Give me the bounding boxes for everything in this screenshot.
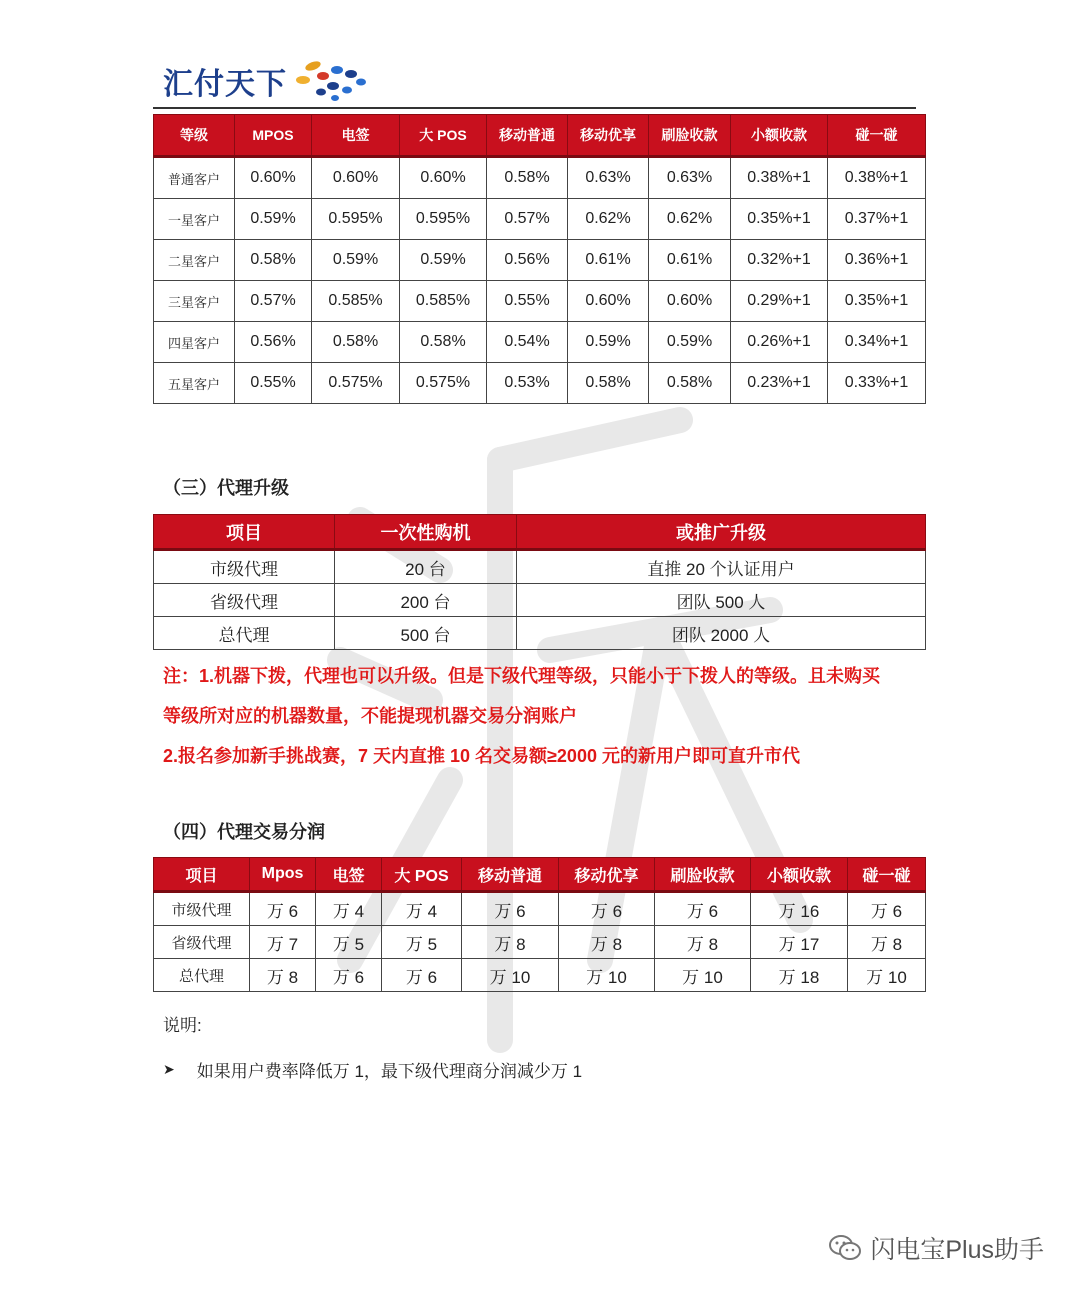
table-row — [154, 959, 926, 992]
table-cell: 20 台 — [335, 550, 517, 584]
share-header-mpos: Mpos — [250, 858, 316, 892]
table-row — [154, 926, 926, 959]
row-label: 市级代理 — [154, 892, 250, 926]
table-cell: 0.59% — [649, 322, 731, 363]
table-cell: 万 10 — [655, 959, 751, 992]
table-row — [154, 892, 926, 926]
upgrade-table — [153, 514, 926, 650]
table-cell: 0.57% — [487, 199, 568, 240]
row-label: 四星客户 — [154, 322, 235, 363]
table-cell: 万 8 — [559, 926, 655, 959]
table-cell: 0.575% — [312, 363, 400, 404]
brand-dots-icon — [293, 58, 371, 104]
rate-header-face-pay: 刷脸收款 — [649, 115, 731, 157]
row-label: 市级代理 — [154, 550, 335, 584]
table-cell: 0.61% — [649, 240, 731, 281]
note-line-3: 2.报名参加新手挑战赛，7 天内直推 10 名交易额≥2000 元的新用户即可直升市代 — [163, 746, 800, 766]
table-row — [154, 199, 926, 240]
table-cell: 500 台 — [335, 617, 517, 650]
explanation-bullet — [163, 1057, 582, 1082]
table-cell: 0.56% — [235, 322, 312, 363]
table-row — [154, 281, 926, 322]
note-line-2: 等级所对应的机器数量，不能提现机器交易分润账户 — [163, 706, 577, 726]
row-label: 普通客户 — [154, 157, 235, 199]
wechat-icon — [828, 1233, 862, 1263]
table-cell: 万 8 — [250, 959, 316, 992]
table-cell: 团队 500 人 — [517, 584, 926, 617]
table-cell: 0.63% — [568, 157, 649, 199]
table-cell: 0.55% — [487, 281, 568, 322]
table-cell: 万 4 — [316, 892, 382, 926]
table-cell: 直推 20 个认证用户 — [517, 550, 926, 584]
table-cell: 0.60% — [312, 157, 400, 199]
rate-header-mobile-normal: 移动普通 — [487, 115, 568, 157]
table-cell: 万 7 — [250, 926, 316, 959]
upgrade-header-item: 项目 — [154, 515, 335, 550]
table-cell: 万 10 — [559, 959, 655, 992]
table-row — [154, 240, 926, 281]
table-cell: 0.59% — [235, 199, 312, 240]
table-cell: 0.585% — [312, 281, 400, 322]
share-header-tap: 碰一碰 — [848, 858, 926, 892]
table-row — [154, 617, 926, 650]
table-cell: 0.34%+1 — [828, 322, 926, 363]
table-cell: 0.58% — [649, 363, 731, 404]
table-cell: 0.59% — [312, 240, 400, 281]
rate-header-tap: 碰一碰 — [828, 115, 926, 157]
table-cell: 0.595% — [312, 199, 400, 240]
row-label: 三星客户 — [154, 281, 235, 322]
rate-header-dianqian: 电签 — [312, 115, 400, 157]
table-cell: 万 6 — [559, 892, 655, 926]
table-cell: 0.54% — [487, 322, 568, 363]
row-label: 二星客户 — [154, 240, 235, 281]
table-cell: 万 16 — [751, 892, 848, 926]
table-cell: 0.58% — [568, 363, 649, 404]
table-cell: 0.57% — [235, 281, 312, 322]
table-cell: 万 8 — [462, 926, 559, 959]
section-title-agent-upgrade: （三）代理升级 — [163, 478, 289, 498]
rate-table — [153, 114, 926, 404]
upgrade-header-promotion: 或推广升级 — [517, 515, 926, 550]
bullet-arrow-icon: ➤ — [163, 1061, 175, 1077]
header-divider — [153, 107, 916, 109]
row-label: 总代理 — [154, 617, 335, 650]
row-label: 总代理 — [154, 959, 250, 992]
table-cell: 万 5 — [316, 926, 382, 959]
table-cell: 万 8 — [848, 926, 926, 959]
table-cell: 0.60% — [235, 157, 312, 199]
table-cell: 0.63% — [649, 157, 731, 199]
table-row — [154, 363, 926, 404]
table-cell: 0.60% — [649, 281, 731, 322]
table-cell: 0.58% — [312, 322, 400, 363]
table-cell: 0.59% — [400, 240, 487, 281]
share-header-mobile-normal: 移动普通 — [462, 858, 559, 892]
table-cell: 0.33%+1 — [828, 363, 926, 404]
row-label: 一星客户 — [154, 199, 235, 240]
table-cell: 万 8 — [655, 926, 751, 959]
share-header-dapos: 大 POS — [382, 858, 462, 892]
table-row — [154, 157, 926, 199]
table-row — [154, 550, 926, 584]
table-cell: 万 18 — [751, 959, 848, 992]
table-cell: 0.575% — [400, 363, 487, 404]
note-line-1: 注：1.机器下拨，代理也可以升级。但是下级代理等级，只能小于下拨人的等级。且未购买 — [163, 666, 881, 686]
table-cell: 0.59% — [568, 322, 649, 363]
table-cell: 0.35%+1 — [828, 281, 926, 322]
wechat-footer — [828, 1230, 1044, 1266]
table-cell: 0.585% — [400, 281, 487, 322]
section-title-profit-share: （四）代理交易分润 — [163, 822, 325, 842]
table-cell: 万 5 — [382, 926, 462, 959]
share-header-small-pay: 小额收款 — [751, 858, 848, 892]
table-cell: 0.58% — [487, 157, 568, 199]
table-cell: 0.56% — [487, 240, 568, 281]
table-cell: 万 6 — [655, 892, 751, 926]
upgrade-table-header-row — [154, 515, 926, 550]
table-cell: 0.38%+1 — [828, 157, 926, 199]
table-cell: 0.60% — [400, 157, 487, 199]
row-label: 省级代理 — [154, 584, 335, 617]
table-cell: 万 10 — [848, 959, 926, 992]
share-header-item: 项目 — [154, 858, 250, 892]
table-cell: 0.53% — [487, 363, 568, 404]
share-header-mobile-premium: 移动优享 — [559, 858, 655, 892]
rate-header-dapos: 大 POS — [400, 115, 487, 157]
table-cell: 0.58% — [235, 240, 312, 281]
explanation-label: 说明: — [163, 1016, 202, 1035]
rate-table-header-row — [154, 115, 926, 157]
row-label: 省级代理 — [154, 926, 250, 959]
table-cell: 0.26%+1 — [731, 322, 828, 363]
table-row — [154, 584, 926, 617]
table-cell: 0.595% — [400, 199, 487, 240]
table-cell: 万 6 — [462, 892, 559, 926]
upgrade-header-purchase: 一次性购机 — [335, 515, 517, 550]
table-cell: 0.60% — [568, 281, 649, 322]
table-cell: 万 17 — [751, 926, 848, 959]
table-cell: 0.62% — [568, 199, 649, 240]
table-cell: 0.62% — [649, 199, 731, 240]
rate-header-level: 等级 — [154, 115, 235, 157]
table-cell: 0.29%+1 — [731, 281, 828, 322]
table-cell: 万 10 — [462, 959, 559, 992]
row-label: 五星客户 — [154, 363, 235, 404]
table-row — [154, 322, 926, 363]
table-cell: 0.58% — [400, 322, 487, 363]
profit-share-header-row — [154, 858, 926, 892]
brand-logo-text: 汇付天下 — [163, 68, 287, 101]
rate-header-small-pay: 小额收款 — [731, 115, 828, 157]
table-cell: 200 台 — [335, 584, 517, 617]
table-cell: 0.37%+1 — [828, 199, 926, 240]
table-cell: 万 6 — [316, 959, 382, 992]
share-header-dianqian: 电签 — [316, 858, 382, 892]
footer-account-name: 闪电宝Plus助手 — [870, 1236, 1044, 1264]
table-cell: 万 6 — [250, 892, 316, 926]
table-cell: 团队 2000 人 — [517, 617, 926, 650]
share-header-face-pay: 刷脸收款 — [655, 858, 751, 892]
profit-share-table — [153, 857, 926, 992]
table-cell: 万 6 — [382, 959, 462, 992]
table-cell: 0.38%+1 — [731, 157, 828, 199]
table-cell: 0.23%+1 — [731, 363, 828, 404]
table-cell: 0.35%+1 — [731, 199, 828, 240]
table-cell: 0.61% — [568, 240, 649, 281]
bullet-text: 如果用户费率降低万 1，最下级代理商分润减少万 1 — [196, 1062, 583, 1081]
table-cell: 0.32%+1 — [731, 240, 828, 281]
table-cell: 万 4 — [382, 892, 462, 926]
table-cell: 0.36%+1 — [828, 240, 926, 281]
rate-header-mobile-premium: 移动优享 — [568, 115, 649, 157]
table-cell: 万 6 — [848, 892, 926, 926]
brand-logo — [163, 58, 371, 104]
table-cell: 0.55% — [235, 363, 312, 404]
rate-header-mpos: MPOS — [235, 115, 312, 157]
